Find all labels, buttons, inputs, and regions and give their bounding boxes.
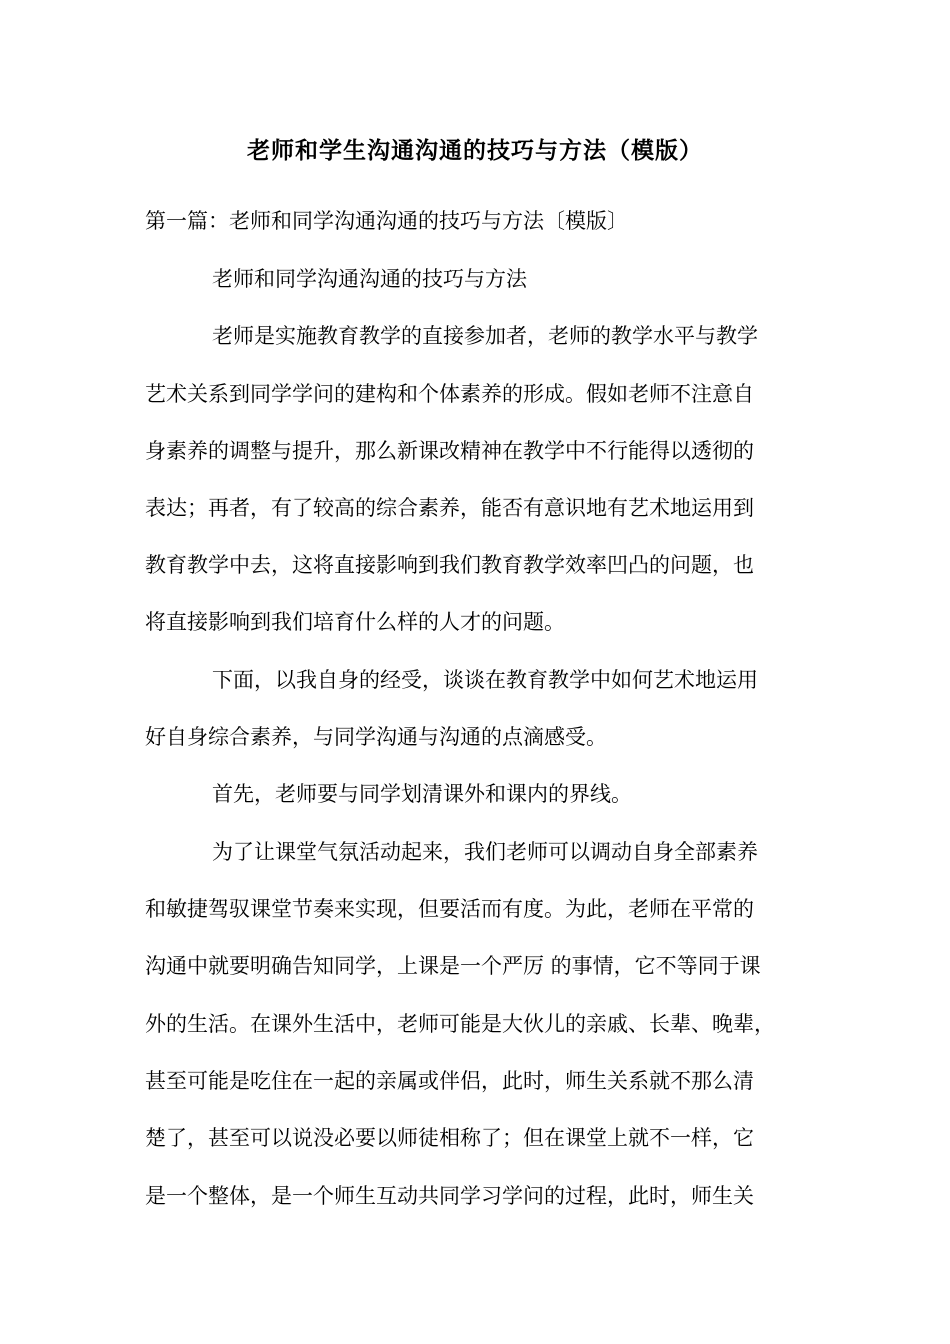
paragraph-line: 好自身综合素养，与同学沟通与沟通的点滴感受。 [145, 725, 607, 749]
paragraph-line: 外的生活。在课外生活中，老师可能是大伙儿的亲戚、长辈、晚辈， [145, 1012, 775, 1036]
paragraph-line: 将直接影响到我们培育什么样的人才的问题。 [145, 610, 565, 634]
paragraph-line: 是一个整体，是一个师生互动共同学习学问的过程，此时，师生关 [145, 1184, 754, 1208]
paragraph-line: 教育教学中去，这将直接影响到我们教育教学效率凹凸的问题，也 [145, 553, 754, 577]
paragraph-line: 沟通中就要明确告知同学，上课是一个严厉 的事情，它不等同于课 [145, 954, 761, 978]
paragraph-line: 首先，老师要与同学划清课外和课内的界线。 [212, 782, 632, 806]
paragraph-line: 为了让课堂气氛活动起来，我们老师可以调动自身全部素养 [212, 840, 758, 864]
paragraph-line: 下面，以我自身的经受，谈谈在教育教学中如何艺术地运用 [212, 668, 758, 692]
paragraph-line: 甚至可能是吃住在一起的亲属或伴侣，此时，师生关系就不那么清 [145, 1069, 754, 1093]
paragraph-line: 表达；再者，有了较高的综合素养，能否有意识地有艺术地运用到 [145, 496, 754, 520]
section-heading: 第一篇：老师和同学沟通沟通的技巧与方法〔模版〕 [145, 209, 628, 233]
paragraph-line: 楚了，甚至可以说没必要以师徒相称了；但在课堂上就不一样，它 [145, 1126, 754, 1150]
paragraph-line: 和敏捷驾驭课堂节奏来实现，但要活而有度。为此，老师在平常的 [145, 897, 754, 921]
subheading: 老师和同学沟通沟通的技巧与方法 [212, 267, 527, 291]
paragraph-line: 老师是实施教育教学的直接参加者，老师的教学水平与教学 [212, 324, 758, 348]
document-title: 老师和学生沟通沟通的技巧与方法（模版） [247, 137, 703, 164]
paragraph-line: 身素养的调整与提升，那么新课改精神在教学中不行能得以透彻的 [145, 439, 754, 463]
paragraph-line: 艺术关系到同学学问的建构和个体素养的形成。假如老师不注意自 [145, 382, 754, 406]
